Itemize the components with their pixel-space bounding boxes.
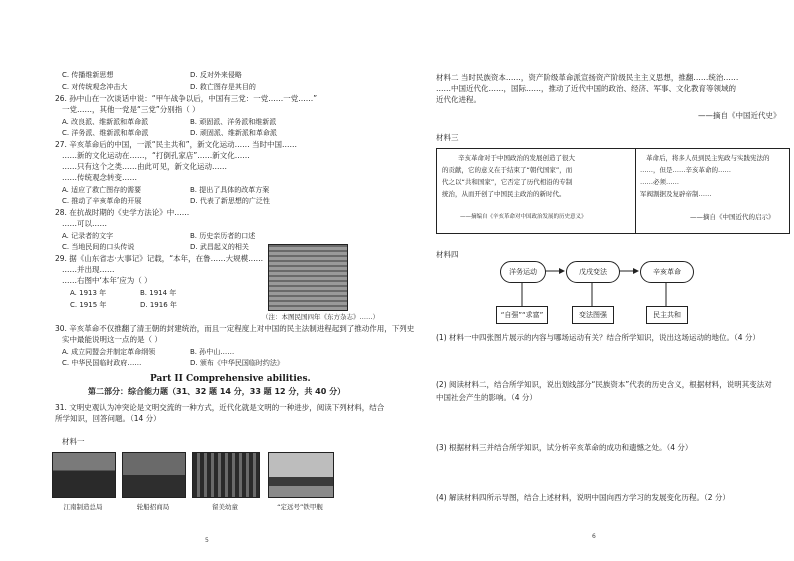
q28-line2: ……可以…… [62,219,107,228]
q31-line1: 31. 文明史观认为冲突论是文明交流的一种方式，近代化就是文明的一种进步，阅读下列材料，结合 [55,403,385,412]
m2-source: ——摘自《中国近代史》 [698,111,781,120]
question-2-line2: 中国社会产生的影响。（4 分） [436,393,537,402]
m3-left-line1: 辛亥革命对于中国政治的发展创造了很大 [458,154,575,162]
flow-node-xinhai: 辛亥革命 [640,261,694,283]
q30-option-d: D. 颁布《中华民国临时约法》 [190,359,284,367]
flow-node-wuxu: 戊戌变法 [566,261,620,283]
q28-option-d: D. 武昌起义的相关 [190,243,249,251]
q25-option-c: C. 传播维新思想 [62,71,114,79]
photo-jiangnan-arsenal [52,452,116,498]
q26-option-a: A. 改良派、维新派和革命派 [62,118,149,126]
photo-merchants-steam [122,452,186,498]
q26-option-b: B. 顽固派、洋务派和维新派 [190,118,277,126]
q27-line4: ……传统观念转变…… [62,173,137,182]
q27-option-c: C. 推动了辛亥革命的开展 [62,197,142,205]
caption-1: 江南制造总局 [63,503,103,511]
question-4: (4) 解读材料四所示导图，结合上述材料，说明中国向西方学习的发展变化历程。（2 分） [436,493,730,502]
m3-right-line3: ……必须…… [640,178,679,186]
q28-option-c: C. 当地民间的口头传说 [62,243,135,251]
q26-option-d: D. 顽固派、维新派和革命派 [190,129,277,137]
q26-line1: 26. 孙中山在一次谈话中说：“甲午战争以后，中国有三党：一党……一党……” [55,94,318,103]
part2-title: Part II Comprehensive abilities. [150,374,311,384]
m3-label: 材料三 [436,133,459,142]
m3-left-source: ——摘编自《辛亥革命对中国政治发展的历史意义》 [460,214,587,220]
q27-line1: 27. 辛亥革命后的中国，一派“民主共和”，新文化运动…… 当时中国…… [55,140,297,149]
q29-line1: 29. 据《山东省志·大事记》记载，“本年，在鲁……大规模…… [55,254,264,263]
q27-option-a: A. 适应了救亡图存的需要 [62,186,142,194]
q30-option-a: A. 成立同盟会并制定革命纲领 [62,348,156,356]
q25-option-d: D. 反对外来侵略 [190,71,242,79]
caption-3: 留美幼童 [212,503,238,511]
question-2-line1: (2) 阅读材料二，结合所学知识，说出划线部分“民族资本”代表的历史含义，根据材料，说明其变法对 [436,380,772,389]
flow-box-ziqiang: “自强”“求富” [496,306,548,324]
m3-right-source: ——摘自《中国近代的启示》 [690,213,775,221]
m2-line1: 材料二 当时民族资本……，资产阶级革命派宣扬资产阶级民主主义思想，推翻……统治…… [436,73,739,82]
q26-line2: 一党……，其他一党是“三党”分别指（ ） [62,105,200,114]
m2-line3: 近代化进程。 [436,95,481,104]
m3-right-line4: 军阀割据及复辟帝制…… [640,190,712,198]
q27-option-d: D. 代表了新思想的广泛性 [190,197,270,205]
q28-line1: 28. 在抗战时期的《史学方法论》中…… [55,208,190,217]
caption-2: 轮船招商局 [136,503,170,511]
q29-option-c: C. 1915 年 [70,301,107,309]
right-page [400,0,794,561]
photo-students [192,452,260,498]
q29-option-b: B. 1914 年 [140,289,177,297]
question-3: (3) 根据材料三并结合所学知识，试分析辛亥革命的成功和遗憾之处。（4 分） [436,443,693,452]
q25-option-d2: D. 救亡图存是其目的 [190,83,256,91]
q30-line2: 实中最能说明这一点的是（ ） [62,335,162,344]
q28-option-b: B. 历史亲历者的口述 [190,232,256,240]
q29-option-a: A. 1913 年 [70,289,107,297]
q28-option-a: A. 记录者的文字 [62,232,114,240]
flow-box-bianfa: 变法图强 [572,306,614,324]
q30-option-b: B. 孙中山…… [190,348,235,356]
part2-subtitle: 第二部分：综合能力题（31、32 题 14 分，33 题 12 分，共 40 分） [88,387,346,396]
q30-line1: 30. 辛亥革命不仅推翻了清王朝的封建统治，而且一定程度上对中国的民主法制进程起到了推动作用，下列史 [55,324,415,333]
page-number-left: 5 [205,537,209,544]
flow-box-minzhu: 民主共和 [646,306,688,324]
material1-label: 材料一 [62,437,85,446]
q29-image-note: （注：本图民国四年《东方杂志》……） [262,313,379,321]
q25-option-c2: C. 对传统观念冲击大 [62,83,128,91]
m3-left-line4: 统治，从而开创了中国民主政治的新时代。 [442,190,566,198]
m3-right-line1: 革命后，将多人员到民主宪政与实践宪法的 [646,154,770,162]
q29-line3: ……右图中‘本年’应为（ ） [62,276,152,285]
newspaper-image [268,244,348,311]
page-number-right: 6 [592,533,596,540]
m3-left-line3: 代之以“共和国家”，它否定了历代相沿的专制 [442,178,573,186]
m3-left-line2: 的贡献，它的意义在于结束了“朝代国家”，而 [442,166,573,174]
q29-option-d: D. 1916 年 [140,301,177,309]
caption-4: “定远号”铁甲舰 [277,503,323,511]
q26-option-c: C. 洋务派、维新派和革命派 [62,129,149,137]
flow-node-yangwu: 洋务运动 [500,261,546,283]
photo-dingyuan-ship [268,452,334,498]
q27-line3: ……只有这个之类……由此可见，新文化运动…… [62,162,227,171]
question-1: (1) 材料一中四张图片展示的内容与哪场运动有关？结合所学知识，说出这场运动的地位。（4 分） [436,333,760,342]
m2-line2: ……中国近代化……，国际……，推动了近代中国的政治、经济、军事、文化教育等领域的 [436,84,736,93]
q29-line2: ……并出现…… [62,265,115,274]
q31-line2: 所学知识，回答问题。（14 分） [55,414,161,423]
q30-option-c: C. 中华民国临时政府…… [62,359,142,367]
q27-line2: ……新的文化运动在……，“打倒孔家店”……新文化…… [62,151,250,160]
q27-option-b: B. 提出了具体的改革方案 [190,186,270,194]
m4-label: 材料四 [436,250,459,259]
m3-right-line2: ……，但是……辛亥革命的…… [640,166,731,174]
